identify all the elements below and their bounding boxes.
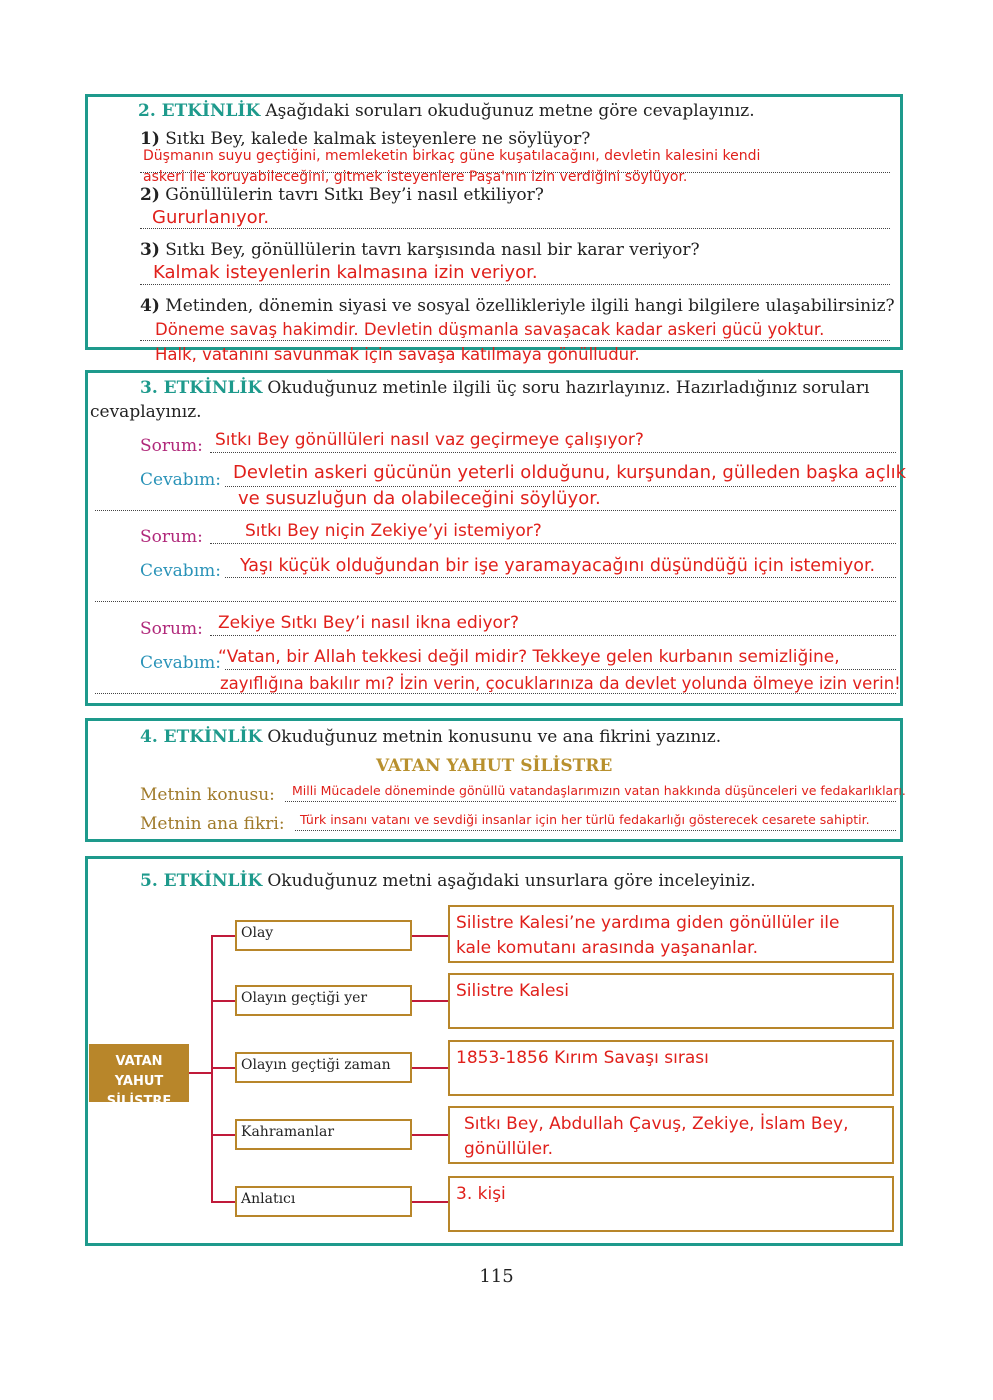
sorum-label-2: Sorum:	[140, 527, 203, 547]
question-4: 4) Metinden, dönemin siyasi ve sosyal özellikleriyle ilgili hangi bilgilere ulaşabilirsiniz?	[140, 296, 895, 316]
element-yer: Olayın geçtiği yer	[235, 985, 412, 1016]
diagram-root: VATAN YAHUT SİLİSTRE	[89, 1044, 189, 1102]
question-1: 1) Sıtkı Bey, kalede kalmak isteyenlere ne söylüyor?	[140, 129, 591, 149]
element-kahramanlar: Kahramanlar	[235, 1119, 412, 1150]
activity-5-title: 5. ETKİNLİK	[140, 871, 263, 891]
activity-2-instruction: Aşağıdaki soruları okuduğunuz metne göre cevaplayınız.	[265, 101, 755, 121]
answer-box-kahramanlar: Sıtkı Bey, Abdullah Çavuş, Zekiye, İslam Bey, gönüllüler.	[448, 1106, 894, 1164]
activity-5-heading	[140, 871, 756, 891]
work-title: VATAN YAHUT SİLİSTRE	[376, 756, 613, 776]
fikir-label: Metnin ana fikri:	[140, 814, 285, 834]
element-zaman: Olayın geçtiği zaman	[235, 1052, 412, 1083]
activity-3-instruction-2: cevaplayınız.	[90, 402, 202, 422]
cevap-1-line-1: Devletin askeri gücünün yeterli olduğunu, kurşundan, gülleden başka açlık	[233, 462, 907, 483]
sorum-2-text: Sıtkı Bey niçin Zekiye’yi istemiyor?	[245, 521, 542, 541]
answer-box-zaman: 1853-1856 Kırım Savaşı sırası	[448, 1040, 894, 1096]
answer-box-yer: Silistre Kalesi	[448, 973, 894, 1029]
activity-4-title: 4. ETKİNLİK	[140, 727, 263, 747]
question-3: 3) Sıtkı Bey, gönüllülerin tavrı karşısında nasıl bir karar veriyor?	[140, 240, 700, 260]
activity-4-instruction: Okuduğunuz metnin konusunu ve ana fikrini yazınız.	[267, 727, 722, 747]
activity-3-instruction-1: Okuduğunuz metinle ilgili üç soru hazırlayınız. Hazırladığınız soruları	[267, 378, 870, 398]
cevap-1-line-2: ve susuzluğun da olabileceğini söylüyor.	[238, 488, 601, 509]
activity-3-title: 3. ETKİNLİK	[140, 378, 263, 398]
sorum-label-3: Sorum:	[140, 619, 203, 639]
activity-5-instruction: Okuduğunuz metni aşağıdaki unsurlara göre inceleyiniz.	[267, 871, 756, 891]
cevap-3-line-2: zayıflığına bakılır mı? İzin verin, çocuklarınıza da devlet yolunda ölmeye izin verin!	[220, 674, 901, 693]
sorum-3-text: Zekiye Sıtkı Bey’i nasıl ikna ediyor?	[218, 613, 519, 633]
activity-4-heading	[140, 727, 721, 747]
cevap-label-3: Cevabım:	[140, 653, 221, 673]
answer-1-line-2: askeri ile koruyabileceğini, gitmek isteyenlere Paşa'nın izin verdiğini söylüyor.	[143, 169, 688, 185]
konu-label: Metnin konusu:	[140, 785, 275, 805]
sorum-1-text: Sıtkı Bey gönüllüleri nasıl vaz geçirmeye çalışıyor?	[215, 430, 644, 450]
trunk-line	[189, 1072, 213, 1074]
answer-2: Gururlanıyor.	[152, 207, 270, 228]
cevap-label-2: Cevabım:	[140, 561, 221, 581]
activity-2-heading	[138, 101, 755, 121]
question-2: 2) Gönüllülerin tavrı Sıtkı Bey’i nasıl etkiliyor?	[140, 185, 544, 205]
answer-4-line-1: Döneme savaş hakimdir. Devletin düşmanla savaşacak kadar askeri gücü yoktur.	[155, 320, 825, 339]
element-olay: Olay	[235, 920, 412, 951]
fikir-answer: Türk insanı vatanı ve sevdiği insanlar için her türlü fedakarlığı gösterecek cesarete sahiptir.	[300, 812, 870, 827]
answer-box-anlatici: 3. kişi	[448, 1176, 894, 1232]
activity-3-heading	[140, 378, 870, 398]
page-number: 115	[479, 1266, 514, 1287]
cevap-3-line-1: “Vatan, bir Allah tekkesi değil midir? Tekkeye gelen kurbanın semizliğine,	[218, 647, 840, 667]
cevap-label-1: Cevabım:	[140, 470, 221, 490]
sorum-label-1: Sorum:	[140, 436, 203, 456]
answer-1-line-1: Düşmanın suyu geçtiğini, memleketin birkaç güne kuşatılacağını, devletin kalesini kendi	[143, 148, 761, 164]
element-anlatici: Anlatıcı	[235, 1186, 412, 1217]
activity-2-title: 2. ETKİNLİK	[138, 101, 261, 121]
answer-3: Kalmak isteyenlerin kalmasına izin veriyor.	[153, 262, 538, 283]
answer-box-olay: Silistre Kalesi’ne yardıma giden gönüllüler ile kale komutanı arasında yaşananlar.	[448, 905, 894, 963]
answer-4-line-2: Halk, vatanını savunmak için savaşa katılmaya gönülludur.	[155, 345, 640, 364]
cevap-2-line-1: Yaşı küçük olduğundan bir işe yaramayacağını düşündüğü için istemiyor.	[240, 556, 876, 576]
konu-answer: Milli Mücadele döneminde gönüllü vatandaşlarımızın vatan hakkında düşünceleri ve fedakarlıkları.	[292, 783, 906, 798]
